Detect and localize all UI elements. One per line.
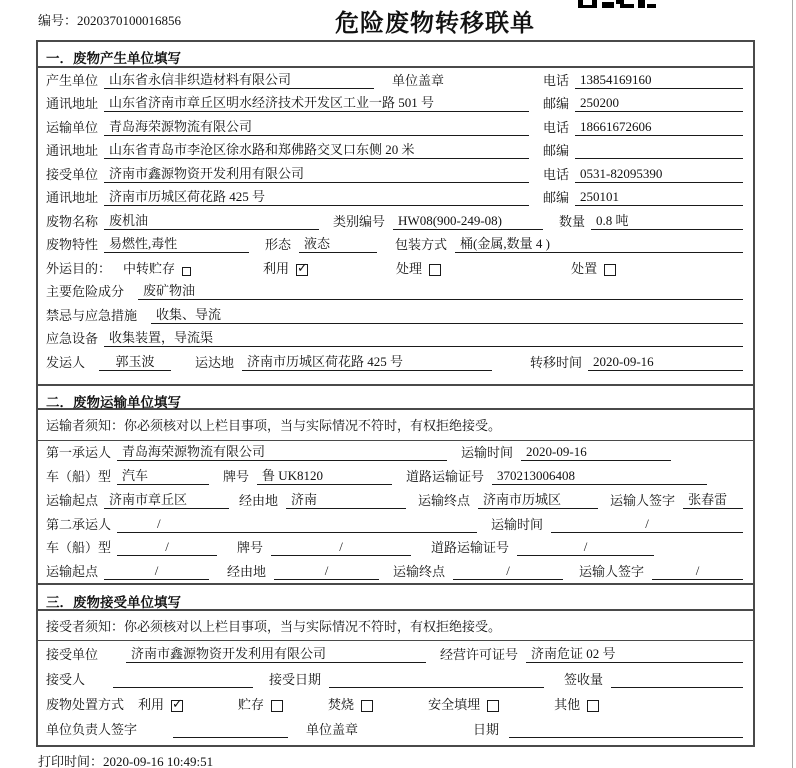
print-time-value: 2020-09-16 10:49:51 bbox=[103, 754, 214, 768]
section-receive bbox=[38, 583, 753, 741]
vehicle1-plate-value: 鲁 UK8120 bbox=[257, 465, 392, 485]
producer-address-value: 山东省济南市章丘区明水经济技术开发区工业一路 501 号 bbox=[104, 92, 529, 112]
row-carrier2 bbox=[38, 512, 753, 536]
row-receiver bbox=[38, 162, 753, 186]
transporter-address-label: 通讯地址 bbox=[46, 143, 99, 158]
transporter-phone-value: 18661672606 bbox=[575, 119, 743, 136]
route1-via-value: 济南 bbox=[286, 489, 406, 509]
vehicle2-plate-label: 牌号 bbox=[237, 540, 264, 556]
vehicle1-type-value: 汽车 bbox=[117, 465, 209, 485]
receiver-zip-label: 邮编 bbox=[542, 190, 569, 205]
print-time-line bbox=[38, 751, 213, 768]
waste-form-label: 形态 bbox=[265, 237, 292, 252]
route2-sign-value: / bbox=[652, 563, 743, 580]
row-receive-unit bbox=[38, 641, 753, 666]
waste-form-value: 液态 bbox=[299, 233, 377, 253]
route2-sign-label: 运输人签字 bbox=[579, 564, 645, 580]
document-title: 危险废物转移联单 bbox=[335, 11, 535, 37]
carrier2-time-label: 运输时间 bbox=[491, 516, 544, 532]
receiver-phone-value: 0531-82095390 bbox=[575, 166, 743, 183]
vehicle2-type-label: 车（船）型 bbox=[46, 540, 112, 556]
row-route2 bbox=[38, 559, 753, 583]
stamp-label: 单位盖章 bbox=[392, 72, 445, 88]
equipment-value: 收集装置，导流渠 bbox=[104, 327, 743, 347]
sign-date-value bbox=[509, 723, 743, 738]
purpose-option-treat-label: 处理 bbox=[396, 260, 423, 276]
emergency-value: 收集、导流 bbox=[151, 304, 743, 324]
producer-zip-label: 邮编 bbox=[542, 96, 569, 111]
disposal-label: 废物处置方式 bbox=[46, 697, 125, 713]
receiver-value: 济南市鑫源物资开发利用有限公司 bbox=[104, 163, 529, 183]
disposal-option-other-label: 其他 bbox=[554, 697, 581, 713]
serial-label: 编号： bbox=[38, 13, 78, 28]
producer-address-label: 通讯地址 bbox=[46, 96, 99, 111]
route2-start-label: 运输起点 bbox=[46, 564, 99, 580]
disposal-option-use bbox=[138, 694, 183, 713]
receive-unit-label: 接受单位 bbox=[46, 647, 99, 663]
section-receive-title: 三．废物接受单位填写 bbox=[38, 583, 753, 611]
route1-sign-value: 张春雷 bbox=[683, 489, 743, 509]
checkbox-storage-icon bbox=[182, 267, 191, 276]
transporter-zip-label: 邮编 bbox=[542, 143, 569, 158]
purpose-option-dispose-label: 处置 bbox=[571, 260, 598, 276]
row-transfer-purpose bbox=[38, 256, 753, 280]
checkbox-disposal-other-icon bbox=[587, 700, 599, 712]
serial-number: 2020370100016856 bbox=[77, 13, 182, 28]
transporter-notice: 运输者须知：你必须核对以上栏目事项，当与实际情况不符时，有权拒绝接受。 bbox=[38, 410, 753, 441]
checkbox-disposal-use-icon bbox=[171, 700, 183, 712]
serial-number-line bbox=[38, 10, 181, 29]
vehicle2-cert-value: / bbox=[517, 539, 654, 556]
accept-person-label: 接受人 bbox=[46, 672, 86, 688]
row-waste-name bbox=[38, 209, 753, 233]
accept-date-value bbox=[329, 673, 544, 688]
license-label: 经营许可证号 bbox=[440, 647, 519, 663]
checkbox-use-icon bbox=[296, 264, 308, 276]
vehicle2-plate-value: / bbox=[271, 539, 411, 556]
page-right-border bbox=[792, 0, 793, 768]
row-disposal-method bbox=[38, 691, 753, 716]
carrier1-label: 第一承运人 bbox=[46, 445, 112, 461]
vehicle1-plate-label: 牌号 bbox=[223, 469, 250, 485]
transporter-phone-label: 电话 bbox=[542, 119, 569, 135]
dispatcher-label: 发运人 bbox=[46, 354, 86, 370]
transporter-zip-value bbox=[575, 144, 743, 159]
purpose-label: 外运目的： bbox=[46, 260, 112, 276]
waste-traits-value: 易燃性,毒性 bbox=[104, 233, 249, 253]
producer-phone-value: 13854169160 bbox=[575, 72, 743, 89]
carrier2-value: / bbox=[117, 516, 477, 533]
packaging-value: 桶(金属,数量 4 ) bbox=[455, 233, 743, 253]
disposal-option-landfill bbox=[428, 694, 499, 713]
vehicle1-type-label: 车（船）型 bbox=[46, 469, 112, 485]
disposal-option-landfill-label: 安全填埋 bbox=[428, 697, 481, 713]
row-emergency-measures bbox=[38, 303, 753, 327]
waste-name-label: 废物名称 bbox=[46, 213, 99, 229]
dispatcher-value: 郭玉波 bbox=[99, 351, 171, 371]
route1-end-value: 济南市历城区 bbox=[478, 489, 598, 509]
responsible-sign-value bbox=[173, 723, 288, 738]
receiver-address-label: 通讯地址 bbox=[46, 190, 99, 205]
carrier1-time-label: 运输时间 bbox=[461, 445, 514, 461]
disposal-option-burn bbox=[328, 694, 373, 713]
route2-via-label: 经由地 bbox=[227, 564, 267, 580]
unit-stamp-label: 单位盖章 bbox=[306, 722, 359, 738]
receiver-notice: 接受者须知：你必须核对以上栏目事项，当与实际情况不符时，有权拒绝接受。 bbox=[38, 611, 753, 641]
qr-code-fragment bbox=[578, 0, 656, 9]
disposal-option-other bbox=[554, 694, 599, 713]
license-value: 济南危证 02 号 bbox=[526, 643, 743, 663]
transporter-value: 青岛海荣源物流有限公司 bbox=[104, 116, 529, 136]
row-hazard-components bbox=[38, 280, 753, 304]
route2-end-label: 运输终点 bbox=[393, 564, 446, 580]
producer-value: 山东省永信非织造材料有限公司 bbox=[104, 69, 374, 89]
receive-unit-value: 济南市鑫源物资开发利用有限公司 bbox=[126, 643, 426, 663]
print-time-label: 打印时间： bbox=[38, 754, 104, 768]
transfer-time-label: 转移时间 bbox=[529, 354, 582, 370]
manifest-form bbox=[36, 40, 755, 747]
waste-qty-value: 0.8 吨 bbox=[591, 210, 743, 230]
equipment-label: 应急设备 bbox=[46, 331, 99, 346]
destination-value: 济南市历城区荷花路 425 号 bbox=[242, 351, 492, 371]
disposal-option-use-label: 利用 bbox=[138, 697, 165, 713]
transporter-address-value: 山东省青岛市李沧区徐水路和郑佛路交叉口东侧 20 米 bbox=[104, 139, 529, 159]
checkbox-dispose-icon bbox=[604, 264, 616, 276]
checkbox-treat-icon bbox=[429, 264, 441, 276]
section-producer bbox=[38, 42, 753, 384]
packaging-label: 包装方式 bbox=[395, 237, 448, 252]
responsible-sign-label: 单位负责人签字 bbox=[46, 722, 138, 738]
disposal-option-store bbox=[238, 694, 283, 713]
vehicle1-cert-value: 370213006408 bbox=[492, 468, 707, 485]
receipt-qty-label: 签收量 bbox=[564, 672, 604, 688]
transporter-label: 运输单位 bbox=[46, 119, 99, 135]
carrier1-time-value: 2020-09-16 bbox=[521, 444, 671, 461]
route2-start-value: / bbox=[104, 563, 209, 580]
row-receiver-address bbox=[38, 186, 753, 210]
row-waste-traits bbox=[38, 233, 753, 257]
section-producer-title: 一．废物产生单位填写 bbox=[38, 42, 753, 68]
disposal-option-burn-label: 焚烧 bbox=[328, 697, 355, 713]
disposal-option-store-label: 贮存 bbox=[238, 697, 265, 713]
row-producer-address bbox=[38, 92, 753, 116]
route1-sign-label: 运输人签字 bbox=[610, 492, 676, 508]
destination-label: 运达地 bbox=[195, 354, 235, 370]
route1-via-label: 经由地 bbox=[239, 492, 279, 508]
row-transporter bbox=[38, 115, 753, 139]
vehicle2-cert-label: 道路运输证号 bbox=[431, 540, 510, 556]
vehicle1-cert-label: 道路运输证号 bbox=[406, 469, 485, 485]
emergency-label: 禁忌与应急措施 bbox=[46, 307, 138, 323]
checkbox-disposal-landfill-icon bbox=[487, 700, 499, 712]
row-transporter-address bbox=[38, 139, 753, 163]
row-responsible-sign bbox=[38, 716, 753, 741]
receiver-address-value: 济南市历城区荷花路 425 号 bbox=[104, 186, 529, 206]
purpose-option-use-label: 利用 bbox=[263, 260, 290, 276]
vehicle2-type-value: / bbox=[117, 539, 217, 556]
sign-date-label: 日期 bbox=[473, 722, 500, 738]
row-vehicle1 bbox=[38, 464, 753, 488]
route2-via-value: / bbox=[274, 563, 379, 580]
route1-start-value: 济南市章丘区 bbox=[104, 489, 229, 509]
accept-date-label: 接受日期 bbox=[269, 672, 322, 688]
receiver-phone-label: 电话 bbox=[542, 166, 569, 182]
receiver-label: 接受单位 bbox=[46, 166, 99, 182]
purpose-option-treat bbox=[396, 258, 441, 277]
purpose-option-storage bbox=[123, 258, 191, 277]
waste-category-label: 类别编号 bbox=[333, 213, 386, 229]
route2-end-value: / bbox=[453, 563, 563, 580]
accept-person-value bbox=[113, 673, 253, 688]
hazard-value: 废矿物油 bbox=[138, 280, 743, 300]
route1-start-label: 运输起点 bbox=[46, 492, 99, 508]
row-route1 bbox=[38, 488, 753, 512]
row-vehicle2 bbox=[38, 536, 753, 560]
hazard-label: 主要危险成分 bbox=[46, 284, 125, 299]
producer-label: 产生单位 bbox=[46, 72, 99, 88]
purpose-option-dispose bbox=[571, 258, 616, 277]
waste-category-value: HW08(900-249-08) bbox=[393, 213, 543, 230]
transfer-time-value: 2020-09-16 bbox=[588, 354, 743, 371]
row-carrier1 bbox=[38, 441, 753, 465]
section-transport bbox=[38, 384, 753, 584]
receipt-qty-value bbox=[611, 673, 743, 688]
waste-qty-label: 数量 bbox=[558, 213, 585, 229]
carrier2-time-value: / bbox=[551, 516, 743, 533]
row-accept bbox=[38, 666, 753, 691]
row-dispatch bbox=[38, 350, 753, 374]
producer-phone-label: 电话 bbox=[542, 72, 569, 88]
carrier2-label: 第二承运人 bbox=[46, 516, 112, 532]
row-emergency-equipment bbox=[38, 327, 753, 351]
purpose-option-storage-label: 中转贮存 bbox=[123, 260, 176, 276]
row-producer bbox=[38, 68, 753, 92]
carrier1-value: 青岛海荣源物流有限公司 bbox=[117, 441, 447, 461]
producer-zip-value: 250200 bbox=[575, 95, 743, 112]
checkbox-disposal-burn-icon bbox=[361, 700, 373, 712]
waste-name-value: 废机油 bbox=[104, 210, 319, 230]
route1-end-label: 运输终点 bbox=[418, 492, 471, 508]
waste-traits-label: 废物特性 bbox=[46, 237, 99, 252]
section-transport-title: 二．废物运输单位填写 bbox=[38, 384, 753, 410]
receiver-zip-value: 250101 bbox=[575, 189, 743, 206]
checkbox-disposal-store-icon bbox=[271, 700, 283, 712]
purpose-option-use bbox=[263, 258, 308, 277]
